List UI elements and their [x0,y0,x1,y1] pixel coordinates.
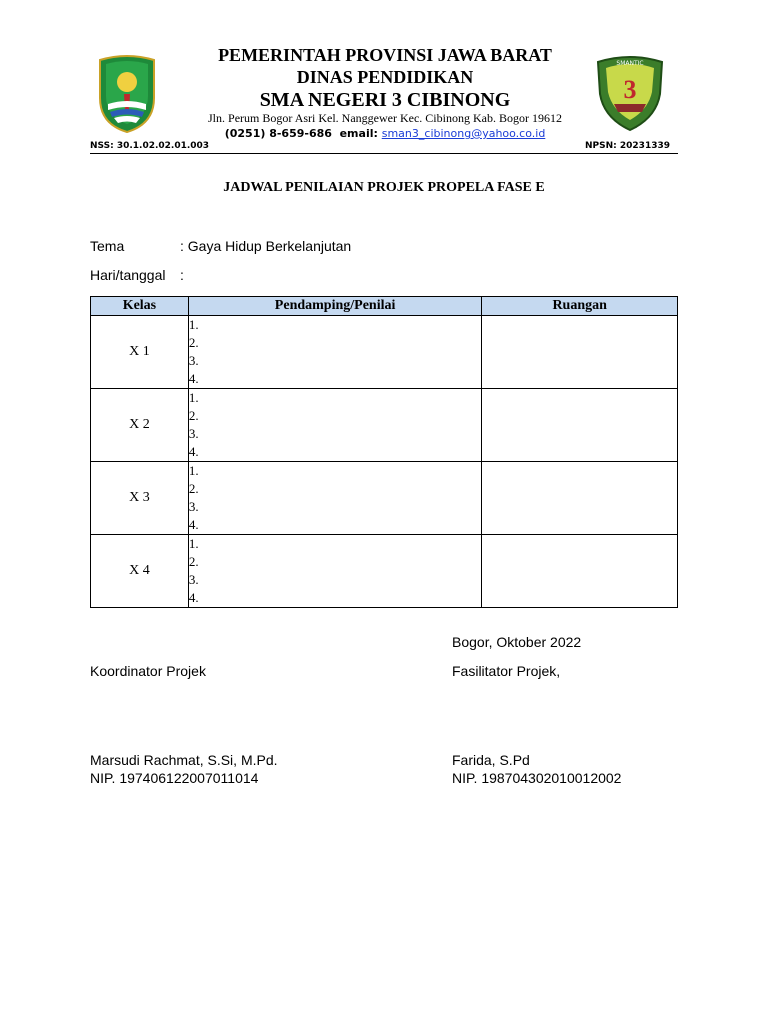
header-kelas: Kelas [91,297,189,316]
right-signatory-name: Farida, S.Pd [452,752,530,768]
list-item: 3. [188,572,199,587]
list-item: 1. [188,390,199,405]
government-heading: PEMERINTAH PROVINSI JAWA BARAT [218,45,552,65]
kelas-cell: X 4 [91,535,189,608]
list-item: 1. [188,536,199,551]
header-ruangan: Ruangan [482,297,678,316]
list-item: 2. [188,554,199,569]
list-item: 1. [188,463,199,478]
right-signatory-role: Fasilitator Projek, [452,663,561,679]
kelas-cell: X 2 [91,389,189,462]
right-logo-number: 3 [623,75,637,104]
schedule-table [90,296,678,608]
table-row [91,389,678,462]
left-signatory-name: Marsudi Rachmat, S.Si, M.Pd. [90,752,278,768]
school-shield-logo [594,54,666,132]
kelas-cell: X 3 [91,462,189,535]
pendamping-cell [188,389,482,462]
nss-number: NSS: 30.1.02.02.01.003 [90,141,210,151]
table-row [91,316,678,389]
header-pendamping: Pendamping/Penilai [188,297,482,316]
school-name: SMA NEGERI 3 CIBINONG [259,89,511,111]
contact-line [180,127,590,140]
tema-label: Tema [90,238,125,254]
phone-number: (0251) 8-659-686 [224,127,332,140]
right-logo-text: SMANTIC [616,60,644,67]
list-item: 3. [188,499,199,514]
table-row [91,462,678,535]
ruangan-cell [482,389,678,462]
npsn-number: NPSN: 20231339 [585,141,670,151]
tema-value: : Gaya Hidup Berkelanjutan [180,238,352,254]
pendamping-cell [188,462,482,535]
ruangan-cell [482,535,678,608]
ruangan-cell [482,316,678,389]
hari-tanggal-label: Hari/tanggal [90,267,166,283]
right-signatory-nip: NIP. 198704302010012002 [452,770,622,786]
email-link[interactable]: sman3_cibinong@yahoo.co.id [381,127,546,140]
header-divider [90,153,678,154]
list-item: 4. [188,517,199,532]
email-label: email: [339,127,378,140]
pendamping-cell [188,316,482,389]
list-item: 2. [188,408,199,423]
table-row [91,535,678,608]
school-address: Jln. Perum Bogor Asri Kel. Nanggewer Kec. Cibinong Kab. Bogor 19612 [208,111,562,125]
list-item: 3. [188,353,199,368]
list-item: 4. [188,590,199,605]
list-item: 4. [188,371,199,386]
west-java-emblem-logo [96,54,158,134]
list-item: 3. [188,426,199,441]
ruangan-cell [482,462,678,535]
list-item: 1. [188,317,199,332]
left-signatory-nip: NIP. 197406122007011014 [90,770,259,786]
left-signatory-role: Koordinator Projek [90,663,206,679]
pendamping-cell [188,535,482,608]
hari-tanggal-value: : [180,267,184,283]
list-item: 4. [188,444,199,459]
list-item: 2. [188,335,199,350]
table-header-row [91,297,678,316]
kelas-cell: X 1 [91,316,189,389]
document-title: JADWAL PENILAIAN PROJEK PROPELA FASE E [223,180,545,195]
department-heading: DINAS PENDIDIKAN [296,67,474,87]
place-date: Bogor, Oktober 2022 [452,634,582,650]
list-item: 2. [188,481,199,496]
